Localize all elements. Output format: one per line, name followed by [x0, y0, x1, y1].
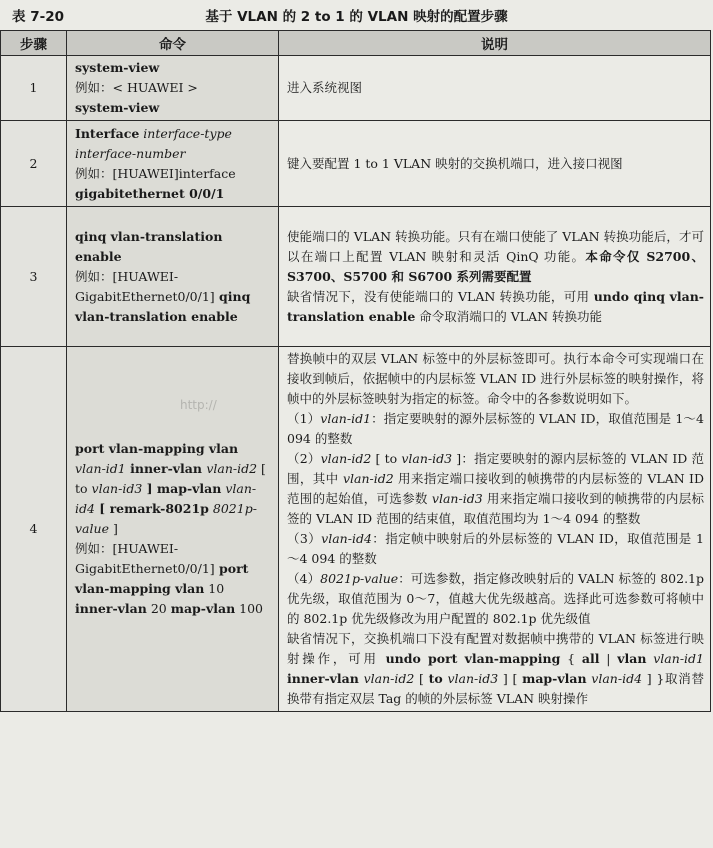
- command-text: vlan-translation enable: [75, 308, 238, 324]
- command-text: system-view: [75, 100, 160, 115]
- param-text: vlan-id1: [320, 411, 372, 426]
- description-text: ：可选参数，指定修改映射后的 VALN 标签的 802.1p 优先级，取值范围为 0～7，值越大优先级越高。选择此可选参数可将帧中的 802.1p 优先级修改为用户配置的 802.1p 优先级值: [287, 571, 705, 626]
- param-text: interface-number: [75, 145, 186, 161]
- command-text: Interface: [75, 125, 140, 141]
- example-text: 20: [146, 601, 171, 616]
- description-text: ]：指定要映射的源内层标签的 VLAN ID 范围，其中: [287, 451, 704, 486]
- description-text: {: [560, 651, 582, 666]
- table-row: [1, 121, 711, 207]
- param-text: vlan-id1: [75, 461, 126, 476]
- command-text: vlan: [617, 651, 647, 666]
- command-text: to: [428, 671, 443, 686]
- command-cell: [67, 347, 279, 712]
- command-text: map-vlan: [170, 601, 236, 616]
- command-text: ]: [108, 521, 118, 536]
- example-label: 例如：< HUAWEI >: [75, 80, 198, 95]
- param-text: vlan-id1: [653, 651, 704, 666]
- param-text: vlan-id2: [363, 671, 415, 686]
- table-row: [1, 56, 711, 121]
- table-row: [1, 347, 711, 712]
- command-cell: [67, 56, 279, 121]
- command-cell: [67, 121, 279, 207]
- example-text: 10: [204, 581, 225, 596]
- description-cell: [279, 121, 711, 207]
- description-text: ] [: [498, 671, 523, 686]
- command-text: inner-vlan: [125, 461, 207, 476]
- step-number: 3: [1, 207, 67, 347]
- description-text: ：指定要映射的源外层标签的 VLAN ID，取值范围是 1～4 094 的整数: [287, 411, 704, 446]
- step-number: 4: [1, 347, 67, 712]
- command-text: inner-vlan: [287, 671, 359, 686]
- table-title: 基于 VLAN 的 2 to 1 的 VLAN 映射的配置步骤: [205, 9, 508, 25]
- example-text: GigabitEthernet0/0/1]: [75, 288, 215, 304]
- param-text: 8021p-value: [75, 501, 257, 536]
- description-text: 缺省情况下，没有使能端口的 VLAN 转换功能，可用: [287, 288, 594, 304]
- table-caption: [0, 0, 713, 26]
- command-cell: [67, 207, 279, 347]
- command-text: vlan-mapping vlan: [75, 581, 205, 596]
- param-text: vlan-id2: [320, 451, 372, 466]
- command-text: all: [581, 651, 600, 666]
- param-item: （4）: [287, 571, 321, 586]
- command-text: qinq: [214, 288, 251, 304]
- table-number: 表 7-20: [12, 9, 64, 25]
- param-text: vlan-id3: [91, 481, 143, 496]
- header-description: 说明: [279, 31, 711, 56]
- description-text: 键入要配置 1 to 1 VLAN 映射的交换机端口，进入接口视图: [287, 155, 623, 171]
- command-text: inner-vlan: [75, 601, 147, 616]
- watermark: http://: [180, 398, 217, 412]
- example-label: 例如：[HUAWEI]interface: [75, 165, 236, 181]
- description-text: ：指定帧中映射后的外层标签的 VLAN ID，取值范围是 1～4 094 的整数: [287, 531, 704, 566]
- param-text: 8021p-value: [320, 571, 399, 586]
- param-text: vlan-id3: [401, 451, 453, 466]
- param-text: vlan-id4: [591, 671, 643, 686]
- command-text: port vlan-mapping vlan: [75, 441, 239, 456]
- param-text: vlan-id2: [342, 471, 394, 486]
- example-text: GigabitEthernet0/0/1]: [75, 561, 215, 576]
- description-text: 用来指定端口接收到的帧携带的内层标签的 VLAN ID 范围的起始值，可选参数: [287, 471, 704, 506]
- param-text: vlan-id3: [447, 671, 499, 686]
- command-text: map-vlan: [522, 671, 587, 686]
- param-text: vlan-id3: [431, 491, 483, 506]
- param-item: （2）: [287, 451, 321, 466]
- description-text: 进入系统视图: [287, 80, 363, 95]
- example-label: 例如：[HUAWEI-: [75, 268, 179, 284]
- description-cell: [279, 207, 711, 347]
- description-text: 缺省情况下，交换机端口下没有配置对数据帧中携带的 VLAN 标签进行映射操作，可用: [287, 631, 704, 666]
- step-number: 2: [1, 121, 67, 207]
- description-text: ] }取消替换带有指定双层 Tag 的帧的外层标签 VLAN 映射操作: [287, 671, 704, 706]
- description-text: 命令取消端口的 VLAN 转换功能: [415, 308, 603, 324]
- description-text: 用来指定端口接收到的帧携带的内层标签的 VLAN ID 范围的结束值，取值范围均为 1～4 094 的整数: [287, 491, 704, 526]
- command-text: ] map-vlan: [142, 481, 222, 496]
- example-text: 100: [235, 601, 264, 616]
- table-header-row: [1, 31, 711, 56]
- header-command: 命令: [67, 31, 279, 56]
- command-text: [ remark-8021p: [94, 501, 209, 516]
- param-text: vlan-id4: [321, 531, 372, 546]
- description-text: [ to: [371, 451, 402, 466]
- description-cell: [279, 347, 711, 712]
- header-step: 步骤: [1, 31, 67, 56]
- command-text: undo port vlan-mapping: [385, 651, 561, 666]
- description-note: 本命令仅 S2700、S3700、S5700 和 S6700 系列需要配置: [287, 248, 705, 284]
- step-number: 1: [1, 56, 67, 121]
- param-item: （1）: [287, 411, 321, 426]
- param-text: interface-type: [139, 125, 232, 141]
- command-text: port: [214, 561, 249, 576]
- description-text: 替换帧中的双层 VLAN 标签中的外层标签即可。执行本命令可实现端口在接收到帧后，依据帧中的内层标签 VLAN ID 进行外层标签的映射操作，将帧中的外层标签映射为指定的标签。命令中的各参数说明如下。: [287, 351, 704, 406]
- table-row: [1, 207, 711, 347]
- description-text: [: [414, 671, 429, 686]
- command-text: [ to: [75, 461, 266, 496]
- description-text: 使能端口的 VLAN 转换功能。只有在端口使能了 VLAN 转换功能后，才可以在端口上配置 VLAN 映射和灵活 QinQ 功能。: [287, 228, 704, 264]
- description-cell: [279, 56, 711, 121]
- description-text: |: [599, 651, 618, 666]
- param-text: vlan-id2: [206, 461, 258, 476]
- command-text: system-view: [75, 60, 160, 75]
- param-item: （3）: [287, 531, 322, 546]
- example-label: 例如：[HUAWEI-: [75, 541, 179, 556]
- command-text: gigabitethernet 0/0/1: [75, 185, 225, 201]
- config-steps-table: [0, 30, 711, 712]
- command-text: undo qinq vlan-translation enable: [287, 288, 704, 324]
- command-text: qinq vlan-translation enable: [75, 228, 223, 264]
- param-text: vlan-id4: [75, 481, 257, 516]
